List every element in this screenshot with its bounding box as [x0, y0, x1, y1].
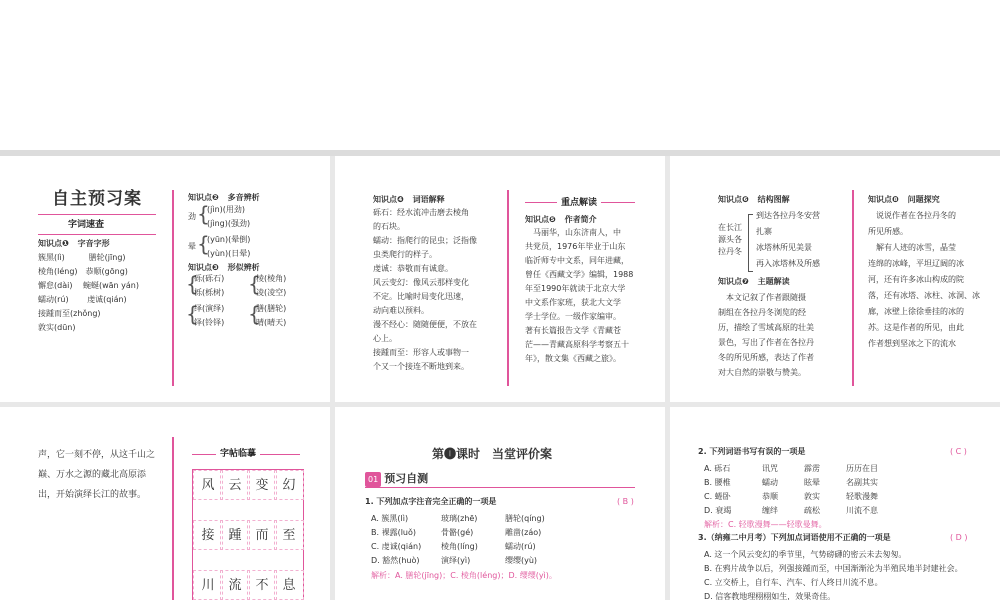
list-item: 景色，写出了作者在各拉丹 — [718, 338, 814, 347]
copybook-grid — [192, 469, 304, 600]
option: D. 豁然(huò) — [371, 556, 420, 565]
kp3-title: 形似辨析 — [227, 263, 260, 272]
kp8-label: 知识点❽ — [868, 195, 899, 204]
list-item: 作者想到坚冰之下的流水 — [868, 339, 956, 348]
page-card-structure[interactable] — [670, 156, 1000, 402]
kp5-list — [525, 226, 655, 366]
kp1-label: 知识点❶ — [38, 239, 69, 248]
list-item: 共党员，1976年毕业于山东 — [525, 242, 626, 251]
pair4-a: 膳(膳轮) — [256, 304, 287, 313]
kp7-title: 主题解读 — [757, 277, 790, 286]
list-item: 心上。 — [373, 334, 397, 343]
option: 历历在目 — [846, 464, 878, 473]
list-item: 曾任《西藏文学》编辑，1988 — [525, 270, 634, 279]
option: 演绎(yì) — [441, 556, 471, 565]
grid-char: 而 — [247, 520, 277, 550]
option: 蠕动 — [762, 478, 778, 487]
option: A. 这一个风云变幻的季节里，气势磅礴的密云未去匆匆。 — [704, 550, 907, 559]
kp6-title: 结构图解 — [757, 195, 790, 204]
list-item: 棱角(léng) 恭顺(gōng) — [38, 267, 128, 276]
blank-top-area — [0, 0, 1000, 150]
option: B. 裸露(luǒ) — [371, 528, 417, 537]
kp8-heading — [868, 192, 940, 208]
list-item: 冰塔林所见美景 — [756, 243, 812, 252]
option: A. 砾石 — [704, 464, 731, 473]
option: 蠕动(rú) — [505, 542, 536, 551]
brace: { — [248, 272, 261, 296]
brace: { — [197, 232, 210, 256]
list-item: 落，还有冰塔、冰柱、冰洞、冰 — [868, 291, 980, 300]
pair1-a: 砾(砾石) — [194, 274, 225, 283]
text-line: 巅、万水之源的藏北高原添 — [38, 470, 147, 480]
structure-root: 在长江源头各拉丹冬 — [718, 223, 742, 256]
kp8-title: 问题探究 — [907, 195, 940, 204]
list-item: 蠕动：指爬行的昆虫；泛指像 — [373, 236, 477, 245]
pink-rule — [852, 190, 854, 386]
kp3-label: 知识点❸ — [188, 263, 219, 272]
option: C. 立交桥上，自行车、汽车、行人终日川流不息。 — [704, 578, 883, 587]
pair1-b: 栎(栎树) — [194, 288, 225, 297]
option: 缠绊 — [762, 506, 778, 515]
brace: { — [197, 202, 210, 226]
page-card-quiz[interactable] — [335, 407, 665, 600]
option: C. 蜷卧 — [704, 492, 731, 501]
grid-char: 息 — [274, 570, 304, 600]
analysis-text: 解析：C. 轻歌漫舞——轻歌曼舞。 — [704, 520, 827, 529]
option: 霹雳 — [804, 464, 820, 473]
list-item: 历，描绘了雪域高原的壮美 — [718, 323, 814, 332]
list-item: 河，还有许多冰山构成的院 — [868, 275, 964, 284]
jin-reading-1: (jìn)(用劲) — [207, 205, 245, 214]
kp6-label: 知识点❻ — [718, 195, 749, 204]
pair2-b: 凌(凌空) — [256, 288, 287, 297]
title-underline — [38, 214, 156, 215]
grid-char: 不 — [247, 570, 277, 600]
list-item: 动向难以预料。 — [373, 306, 429, 315]
option: B. 腰椎 — [704, 478, 731, 487]
section-banner: 重点解读 — [557, 196, 601, 211]
list-item: 蠕动(rú) 虔诚(qián) — [38, 295, 127, 304]
grid-char: 幻 — [274, 470, 304, 500]
list-item: 敦实(dūn) — [38, 323, 76, 332]
option: 敦实 — [804, 492, 820, 501]
grid-char: 流 — [220, 570, 250, 600]
pink-rule — [172, 437, 174, 600]
pair4-b: 晴(晴天) — [256, 318, 287, 327]
option: D. 衰竭 — [704, 506, 732, 515]
list-item: 连绵的冰峰，平坦辽阔的冰 — [868, 259, 964, 268]
grid-char: 川 — [193, 570, 223, 600]
pink-rule — [507, 190, 509, 386]
option: 棱角(líng) — [441, 542, 478, 551]
question-2: 2. 下列词语书写有误的一项是 — [698, 447, 806, 456]
yun-reading-1: (yūn)(晕倒) — [207, 235, 251, 244]
list-item: 说说作者在各拉丹冬的 — [868, 211, 956, 220]
kp7-list — [718, 290, 848, 380]
list-item: 扎寨 — [756, 227, 772, 236]
question-1-answer: ( B ) — [617, 497, 634, 506]
option: B. 在鸦片战争以后，列强接踵而至，中国渐渐沦为半殖民地半封建社会。 — [704, 564, 963, 573]
section-banner: 字帖临摹 — [216, 447, 260, 462]
option: 雕凿(záo) — [505, 528, 542, 537]
option: 讯咒 — [762, 464, 778, 473]
question-3-answer: ( D ) — [950, 533, 968, 542]
list-item: 马丽华，山东济南人，中 — [525, 228, 621, 237]
continued-text — [38, 445, 168, 505]
list-item: 虔诚：恭敬而有诚意。 — [373, 264, 453, 273]
list-item: 年》，散文集《西藏之旅》。 — [525, 354, 621, 363]
page-card-preview[interactable] — [0, 156, 330, 402]
kp7-label: 知识点❼ — [718, 277, 749, 286]
option: D. 信客教地理栩栩如生，效果奇佳。 — [704, 592, 836, 600]
list-item: 漫不经心：随随便便，不放在 — [373, 320, 477, 329]
option: 疏松 — [804, 506, 820, 515]
lesson-title: 第❶课时 当堂评价案 — [432, 447, 553, 461]
option: 恭顺 — [762, 492, 778, 501]
kp4-list — [373, 206, 501, 374]
option: 川流不息 — [846, 506, 878, 515]
list-item: 年至1990年就读于北京大学 — [525, 284, 626, 293]
section-title: 预习自测 — [384, 472, 429, 485]
question-2-answer: ( C ) — [950, 447, 967, 456]
list-item: 廊，冰壁上徐徐垂挂的冰的 — [868, 307, 964, 316]
structure-items — [756, 208, 820, 272]
question-1: 1. 下列加点字注音完全正确的一项是 — [365, 497, 497, 506]
section-header — [365, 471, 635, 488]
section-banner: 字词速查 — [68, 220, 105, 230]
banner-underline — [38, 234, 156, 235]
kp8-list — [868, 208, 996, 352]
grid-char: 变 — [247, 470, 277, 500]
option: 玻璃(zhē) — [441, 514, 478, 523]
jin-char: 劲 — [188, 212, 196, 221]
option: 眩晕 — [804, 478, 820, 487]
kp1-title: 字音字形 — [77, 239, 110, 248]
grid-char: 接 — [193, 520, 223, 550]
grid-char: 至 — [274, 520, 304, 550]
brace: { — [248, 302, 261, 326]
kp2-label: 知识点❷ — [188, 193, 219, 202]
option: C. 虔诚(qián) — [371, 542, 422, 551]
list-item: 砾石：经水流冲击磨去棱角 — [373, 208, 469, 217]
grid-char: 踵 — [220, 520, 250, 550]
pink-rule — [172, 190, 174, 386]
list-item: 茫——青藏高原科学考察五十 — [525, 340, 629, 349]
list-item: 簇黑(lì) 膳轮(jīng) — [38, 253, 126, 262]
list-item: 制组在各拉丹冬浏览的经 — [718, 308, 806, 317]
kp2-title: 多音辨析 — [227, 193, 260, 202]
list-item: 对大自然的崇敬与赞美。 — [718, 368, 806, 377]
option: 名副其实 — [846, 478, 878, 487]
analysis-text: 解析：A. 膳轮(jīng)；C. 棱角(léng)；D. 缨缨(yì)。 — [371, 571, 557, 580]
list-item: 个又一个接连不断地到来。 — [373, 362, 469, 371]
list-item: 中文系作家班，获北大文学 — [525, 298, 621, 307]
option: 缨缨(yù) — [505, 556, 538, 565]
list-item: 著有长篇报告文学《青藏苍 — [525, 326, 621, 335]
kp1-heading — [38, 236, 110, 252]
brace: { — [186, 272, 199, 296]
list-item: 的石块。 — [373, 222, 405, 231]
kp6-heading — [718, 192, 790, 208]
jin-reading-2: (jìng)(强劲) — [207, 219, 251, 228]
list-item: 临沂师专中文系，同年进藏， — [525, 256, 629, 265]
list-item: 接踵而至(zhǒng) — [38, 309, 101, 318]
pair3-b: 铎(铃铎) — [194, 318, 225, 327]
kp4-label: 知识点❹ — [373, 195, 404, 204]
option: 轻歌漫舞 — [846, 492, 878, 501]
page-card-notes[interactable] — [335, 156, 665, 402]
kp1-list — [38, 251, 168, 335]
list-item: 接踵而至：形容人或事物一 — [373, 348, 469, 357]
text-line: 出，开始演绎长江的故事。 — [38, 490, 147, 500]
question-3: 3.（纳雍二中月考）下列加点词语使用不正确的一项是 — [698, 533, 891, 542]
brace: { — [186, 302, 199, 326]
option: A. 簇黑(lì) — [371, 514, 409, 523]
yun-reading-2: (yùn)(日晕) — [207, 249, 251, 258]
page-title: 自主预习案 — [52, 189, 142, 209]
section-number: 01 — [365, 472, 381, 487]
pair2-a: 棱(棱角) — [256, 274, 287, 283]
page-card-quiz-2[interactable] — [670, 407, 1000, 600]
kp7-heading — [718, 274, 790, 290]
yun-char: 晕 — [188, 242, 196, 251]
list-item: 冬的所见所感，表达了作者 — [718, 353, 814, 362]
list-item: 解有人迹的冰雪，晶莹 — [868, 243, 956, 252]
text-line: 声，它一刻不停，从这千山之 — [38, 450, 156, 460]
grid-char: 云 — [220, 470, 250, 500]
kp4-title: 词语解释 — [412, 195, 445, 204]
option: 骨骼(gé) — [441, 528, 474, 537]
list-item: 到达各拉丹冬安营 — [756, 211, 820, 220]
kp5-label: 知识点❺ — [525, 215, 556, 224]
list-item: 苏。这是作者的所见，由此 — [868, 323, 964, 332]
list-item: 懈怠(dài) 蜿蜒(wān yán) — [38, 281, 139, 290]
list-item: 所见所感。 — [868, 227, 908, 236]
grid-char: 风 — [193, 470, 223, 500]
list-item: 虫类爬行的样子。 — [373, 250, 437, 259]
kp5-title: 作者简介 — [564, 215, 597, 224]
option: 膳轮(qíng) — [505, 514, 545, 523]
list-item: 风云变幻：像风云那样变化 — [373, 278, 469, 287]
list-item: 再入冰塔林及所感 — [756, 259, 820, 268]
pair3-a: 绎(演绎) — [194, 304, 225, 313]
list-item: 本文记叙了作者跟随摄 — [718, 293, 806, 302]
structure-brace — [748, 214, 753, 272]
list-item: 不定。比喻时局变化迅速， — [373, 292, 469, 301]
list-item: 学士学位。一级作家编审。 — [525, 312, 621, 321]
page-card-copybook[interactable] — [0, 407, 330, 600]
